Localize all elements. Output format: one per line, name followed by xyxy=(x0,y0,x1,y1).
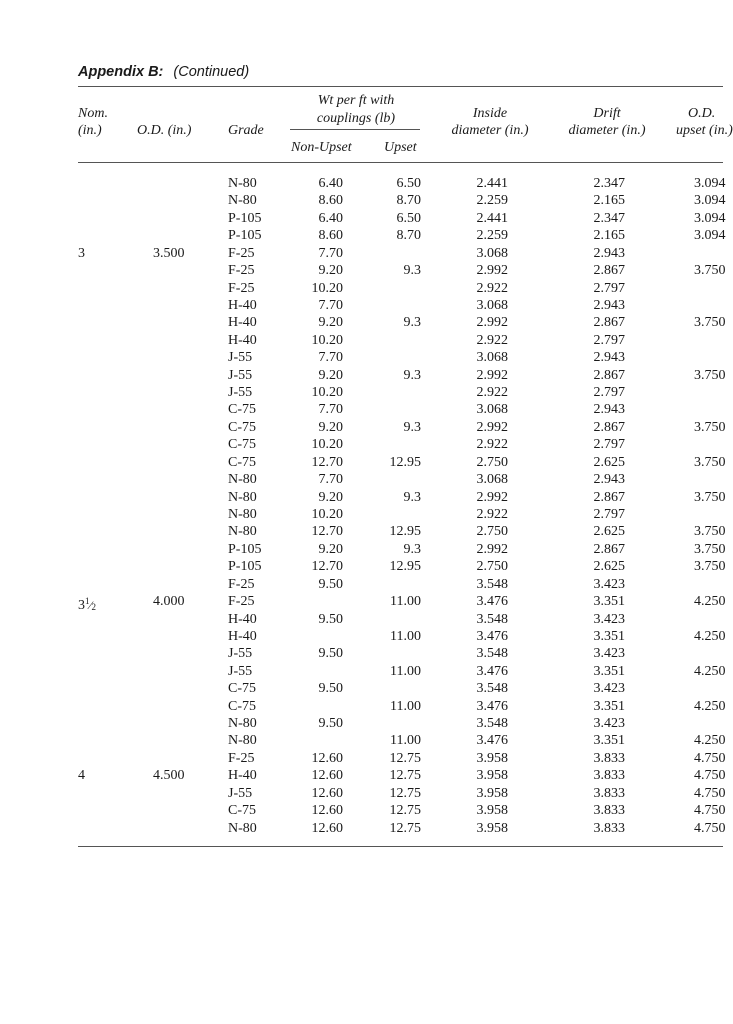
cell-inside-diameter: 2.922 xyxy=(476,506,508,522)
cell-grade: F-25 xyxy=(228,245,255,261)
cell-inside-diameter: 3.548 xyxy=(476,576,508,592)
cell-upset: 9.3 xyxy=(403,315,421,331)
cell-grade: C-75 xyxy=(228,698,256,714)
cell-grade: N-80 xyxy=(228,506,257,522)
cell-upset: 9.3 xyxy=(403,263,421,279)
cell-grade: C-75 xyxy=(228,419,256,435)
table-top-rule xyxy=(78,86,723,87)
cell-drift-diameter: 2.797 xyxy=(593,332,625,348)
cell-upset: 11.00 xyxy=(390,698,421,714)
cell-non-upset: 8.60 xyxy=(318,228,343,244)
cell-non-upset: 10.20 xyxy=(311,437,343,453)
cell-od-upset: 4.250 xyxy=(694,663,726,679)
cell-upset: 9.3 xyxy=(403,489,421,505)
cell-inside-diameter: 2.259 xyxy=(476,193,508,209)
cell-upset: 11.00 xyxy=(390,663,421,679)
cell-od-upset: 3.750 xyxy=(694,454,726,470)
cell-drift-diameter: 3.833 xyxy=(593,768,625,784)
cell-non-upset: 9.20 xyxy=(318,489,343,505)
cell-od-upset: 3.750 xyxy=(694,489,726,505)
cell-drift-diameter: 3.833 xyxy=(593,785,625,801)
cell-drift-diameter: 2.867 xyxy=(593,541,625,557)
cell-od-upset: 4.750 xyxy=(694,768,726,784)
cell-grade: P-105 xyxy=(228,228,262,244)
cell-grade: H-40 xyxy=(228,768,257,784)
cell-upset: 8.70 xyxy=(396,228,421,244)
header-grade: Grade xyxy=(228,123,264,138)
cell-upset: 12.75 xyxy=(389,803,421,819)
table-bottom-rule xyxy=(78,846,723,847)
cell-inside-diameter: 2.992 xyxy=(476,367,508,383)
cell-non-upset: 7.70 xyxy=(318,402,343,418)
cell-inside-diameter: 2.259 xyxy=(476,228,508,244)
cell-nominal-size xyxy=(78,767,85,784)
cell-non-upset: 6.40 xyxy=(318,210,343,226)
cell-non-upset: 12.70 xyxy=(311,559,343,575)
cell-drift-diameter: 2.625 xyxy=(593,559,625,575)
cell-grade: J-55 xyxy=(228,663,253,679)
cell-grade: N-80 xyxy=(228,472,257,488)
cell-drift-diameter: 2.625 xyxy=(593,454,625,470)
cell-grade: N-80 xyxy=(228,733,257,749)
header-drift-line2: diameter (in.) xyxy=(568,123,646,138)
cell-upset: 9.3 xyxy=(403,367,421,383)
cell-drift-diameter: 2.943 xyxy=(593,297,625,313)
cell-od-upset: 3.094 xyxy=(694,193,726,209)
cell-grade: N-80 xyxy=(228,193,257,209)
cell-grade: H-40 xyxy=(228,315,257,331)
cell-od-upset: 4.250 xyxy=(694,594,726,610)
cell-od-upset: 3.750 xyxy=(694,419,726,435)
cell-drift-diameter: 3.351 xyxy=(593,698,625,714)
cell-upset: 6.50 xyxy=(396,210,421,226)
cell-od-upset: 3.094 xyxy=(694,176,726,191)
cell-inside-diameter: 3.548 xyxy=(476,716,508,732)
cell-upset: 9.3 xyxy=(403,541,421,557)
table-header-rule xyxy=(78,162,723,163)
cell-drift-diameter: 3.351 xyxy=(593,628,625,644)
cell-drift-diameter: 2.943 xyxy=(593,350,625,366)
cell-drift-diameter: 2.797 xyxy=(593,385,625,401)
cell-od-upset: 3.750 xyxy=(694,559,726,575)
cell-od-upset: 4.250 xyxy=(694,733,726,749)
cell-upset: 12.75 xyxy=(389,785,421,801)
nominal-fraction-slash: ⁄ xyxy=(89,598,92,613)
cell-od-upset: 4.750 xyxy=(694,820,726,836)
cell-grade: J-55 xyxy=(228,785,253,801)
caption-lead: Appendix B: xyxy=(78,64,164,80)
cell-non-upset: 10.20 xyxy=(311,385,343,401)
cell-grade: C-75 xyxy=(228,681,256,697)
cell-upset: 12.95 xyxy=(389,559,421,575)
cell-inside-diameter: 3.068 xyxy=(476,472,508,488)
cell-drift-diameter: 2.867 xyxy=(593,315,625,331)
cell-non-upset: 9.20 xyxy=(318,263,343,279)
cell-grade: C-75 xyxy=(228,402,256,418)
cell-nominal-size xyxy=(78,593,96,616)
header-weight-line2: couplings (lb) xyxy=(316,111,396,126)
cell-inside-diameter: 3.476 xyxy=(476,698,508,714)
cell-non-upset: 7.70 xyxy=(318,297,343,313)
cell-drift-diameter: 2.943 xyxy=(593,245,625,261)
cell-grade: F-25 xyxy=(228,576,255,592)
cell-od-upset: 3.750 xyxy=(694,367,726,383)
header-odupset-line1: O.D. xyxy=(688,106,716,121)
cell-non-upset: 12.60 xyxy=(311,785,343,801)
weight-header-rule xyxy=(290,129,420,130)
cell-upset: 11.00 xyxy=(390,733,421,749)
cell-inside-diameter: 2.992 xyxy=(476,419,508,435)
cell-inside-diameter: 2.922 xyxy=(476,280,508,296)
cell-upset: 12.75 xyxy=(389,820,421,836)
cell-inside-diameter: 3.068 xyxy=(476,350,508,366)
cell-grade: F-25 xyxy=(228,280,255,296)
cell-grade: J-55 xyxy=(228,367,253,383)
cell-inside-diameter: 2.922 xyxy=(476,385,508,401)
cell-grade: N-80 xyxy=(228,820,257,836)
cell-od-upset: 4.250 xyxy=(694,698,726,714)
cell-od-upset: 3.750 xyxy=(694,315,726,331)
cell-non-upset: 9.50 xyxy=(318,611,343,627)
cell-upset: 12.75 xyxy=(389,750,421,766)
cell-inside-diameter: 3.958 xyxy=(476,803,508,819)
cell-upset: 12.75 xyxy=(389,768,421,784)
cell-inside-diameter: 3.068 xyxy=(476,245,508,261)
cell-non-upset: 8.60 xyxy=(318,193,343,209)
cell-drift-diameter: 3.423 xyxy=(593,576,625,592)
cell-upset: 8.70 xyxy=(396,193,421,209)
cell-upset: 12.95 xyxy=(389,454,421,470)
cell-inside-diameter: 3.958 xyxy=(476,750,508,766)
cell-grade: J-55 xyxy=(228,385,253,401)
cell-inside-diameter: 3.958 xyxy=(476,785,508,801)
cell-drift-diameter: 3.423 xyxy=(593,611,625,627)
cell-inside-diameter: 2.992 xyxy=(476,489,508,505)
cell-inside-diameter: 3.548 xyxy=(476,681,508,697)
cell-od: 4.000 xyxy=(153,594,185,610)
cell-inside-diameter: 3.068 xyxy=(476,297,508,313)
cell-drift-diameter: 3.351 xyxy=(593,733,625,749)
header-weight-line1: Wt per ft with xyxy=(317,93,395,108)
cell-non-upset: 7.70 xyxy=(318,472,343,488)
cell-inside-diameter: 2.992 xyxy=(476,315,508,331)
cell-non-upset: 9.50 xyxy=(318,646,343,662)
cell-non-upset: 9.20 xyxy=(318,367,343,383)
cell-inside-diameter: 2.992 xyxy=(476,263,508,279)
cell-non-upset: 9.20 xyxy=(318,315,343,331)
nominal-whole: 3 xyxy=(78,598,85,614)
cell-inside-diameter: 2.441 xyxy=(476,176,508,191)
cell-drift-diameter: 2.867 xyxy=(593,489,625,505)
cell-grade: P-105 xyxy=(228,210,262,226)
header-inside-line1: Inside xyxy=(472,106,508,121)
cell-grade: H-40 xyxy=(228,297,257,313)
header-drift-line1: Drift xyxy=(593,106,621,121)
cell-inside-diameter: 2.750 xyxy=(476,454,508,470)
cell-grade: N-80 xyxy=(228,524,257,540)
cell-grade: J-55 xyxy=(228,646,253,662)
cell-drift-diameter: 3.423 xyxy=(593,716,625,732)
cell-upset: 11.00 xyxy=(390,594,421,610)
cell-drift-diameter: 2.867 xyxy=(593,419,625,435)
cell-inside-diameter: 3.958 xyxy=(476,768,508,784)
cell-od-upset: 3.750 xyxy=(694,524,726,540)
cell-drift-diameter: 2.867 xyxy=(593,367,625,383)
cell-inside-diameter: 3.476 xyxy=(476,628,508,644)
cell-non-upset: 12.60 xyxy=(311,820,343,836)
cell-non-upset: 7.70 xyxy=(318,350,343,366)
cell-non-upset: 12.70 xyxy=(311,524,343,540)
header-od: O.D. (in.) xyxy=(137,123,192,138)
cell-non-upset: 12.70 xyxy=(311,454,343,470)
header-upset: Upset xyxy=(384,140,417,155)
cell-drift-diameter: 3.351 xyxy=(593,594,625,610)
cell-inside-diameter: 3.958 xyxy=(476,820,508,836)
cell-non-upset: 9.20 xyxy=(318,541,343,557)
cell-inside-diameter: 3.068 xyxy=(476,402,508,418)
cell-grade: P-105 xyxy=(228,559,262,575)
cell-grade: C-75 xyxy=(228,803,256,819)
table-caption xyxy=(78,64,249,80)
nominal-fraction-numerator: 1 xyxy=(85,596,90,607)
cell-grade: H-40 xyxy=(228,332,257,348)
cell-non-upset: 9.50 xyxy=(318,681,343,697)
cell-od-upset: 3.750 xyxy=(694,263,726,279)
nominal-fraction-denominator: 2 xyxy=(91,602,97,613)
cell-non-upset: 10.20 xyxy=(311,506,343,522)
cell-upset: 9.3 xyxy=(403,419,421,435)
cell-inside-diameter: 3.476 xyxy=(476,594,508,610)
header-non-upset: Non-Upset xyxy=(291,140,352,155)
cell-upset: 11.00 xyxy=(390,628,421,644)
cell-drift-diameter: 2.797 xyxy=(593,437,625,453)
header-odupset-line2: upset (in.) xyxy=(676,123,733,138)
cell-inside-diameter: 2.750 xyxy=(476,559,508,575)
header-inside-line2: diameter (in.) xyxy=(451,123,529,138)
cell-drift-diameter: 3.351 xyxy=(593,663,625,679)
cell-drift-diameter: 2.797 xyxy=(593,506,625,522)
cell-inside-diameter: 2.922 xyxy=(476,437,508,453)
cell-inside-diameter: 3.476 xyxy=(476,663,508,679)
cell-grade: J-55 xyxy=(228,350,253,366)
cell-nominal-size xyxy=(78,245,85,262)
nominal-whole: 3 xyxy=(78,245,85,261)
cell-drift-diameter: 2.347 xyxy=(593,210,625,226)
cell-drift-diameter: 3.423 xyxy=(593,681,625,697)
caption-continued: (Continued) xyxy=(173,64,250,80)
cell-inside-diameter: 3.476 xyxy=(476,733,508,749)
cell-drift-diameter: 2.625 xyxy=(593,524,625,540)
cell-inside-diameter: 2.750 xyxy=(476,524,508,540)
cell-non-upset: 12.60 xyxy=(311,768,343,784)
cell-grade: N-80 xyxy=(228,176,257,191)
cell-drift-diameter: 2.867 xyxy=(593,263,625,279)
cell-grade: F-25 xyxy=(228,750,255,766)
cell-od: 4.500 xyxy=(153,768,185,784)
cell-inside-diameter: 2.441 xyxy=(476,210,508,226)
cell-upset: 6.50 xyxy=(396,176,421,191)
cell-drift-diameter: 3.833 xyxy=(593,803,625,819)
cell-od-upset: 4.250 xyxy=(694,628,726,644)
cell-non-upset: 9.50 xyxy=(318,576,343,592)
cell-grade: C-75 xyxy=(228,454,256,470)
cell-non-upset: 7.70 xyxy=(318,245,343,261)
cell-drift-diameter: 2.943 xyxy=(593,402,625,418)
cell-grade: H-40 xyxy=(228,628,257,644)
cell-od-upset: 4.750 xyxy=(694,785,726,801)
cell-drift-diameter: 2.165 xyxy=(593,193,625,209)
cell-grade: F-25 xyxy=(228,594,255,610)
cell-drift-diameter: 2.165 xyxy=(593,228,625,244)
cell-non-upset: 6.40 xyxy=(318,176,343,191)
cell-non-upset: 12.60 xyxy=(311,750,343,766)
cell-grade: C-75 xyxy=(228,437,256,453)
cell-inside-diameter: 3.548 xyxy=(476,646,508,662)
cell-drift-diameter: 3.833 xyxy=(593,750,625,766)
cell-drift-diameter: 2.797 xyxy=(593,280,625,296)
cell-grade: N-80 xyxy=(228,489,257,505)
cell-non-upset: 10.20 xyxy=(311,280,343,296)
cell-od: 3.500 xyxy=(153,245,185,261)
cell-inside-diameter: 3.548 xyxy=(476,611,508,627)
cell-inside-diameter: 2.922 xyxy=(476,332,508,348)
cell-inside-diameter: 2.992 xyxy=(476,541,508,557)
cell-non-upset: 9.20 xyxy=(318,419,343,435)
cell-grade: H-40 xyxy=(228,611,257,627)
cell-od-upset: 4.750 xyxy=(694,803,726,819)
header-nom-line2: (in.) xyxy=(78,123,102,138)
cell-non-upset: 10.20 xyxy=(311,332,343,348)
cell-od-upset: 3.094 xyxy=(694,228,726,244)
cell-od-upset: 4.750 xyxy=(694,750,726,766)
cell-non-upset: 9.50 xyxy=(318,716,343,732)
cell-od-upset: 3.750 xyxy=(694,541,726,557)
cell-drift-diameter: 3.423 xyxy=(593,646,625,662)
cell-od-upset: 3.094 xyxy=(694,210,726,226)
cell-non-upset: 12.60 xyxy=(311,803,343,819)
cell-drift-diameter: 2.347 xyxy=(593,176,625,191)
cell-grade: P-105 xyxy=(228,541,262,557)
cell-grade: N-80 xyxy=(228,716,257,732)
nominal-whole: 4 xyxy=(78,768,85,784)
cell-drift-diameter: 2.943 xyxy=(593,472,625,488)
cell-grade: F-25 xyxy=(228,263,255,279)
cell-upset: 12.95 xyxy=(389,524,421,540)
cell-drift-diameter: 3.833 xyxy=(593,820,625,836)
header-nom-line1: Nom. xyxy=(78,106,108,121)
